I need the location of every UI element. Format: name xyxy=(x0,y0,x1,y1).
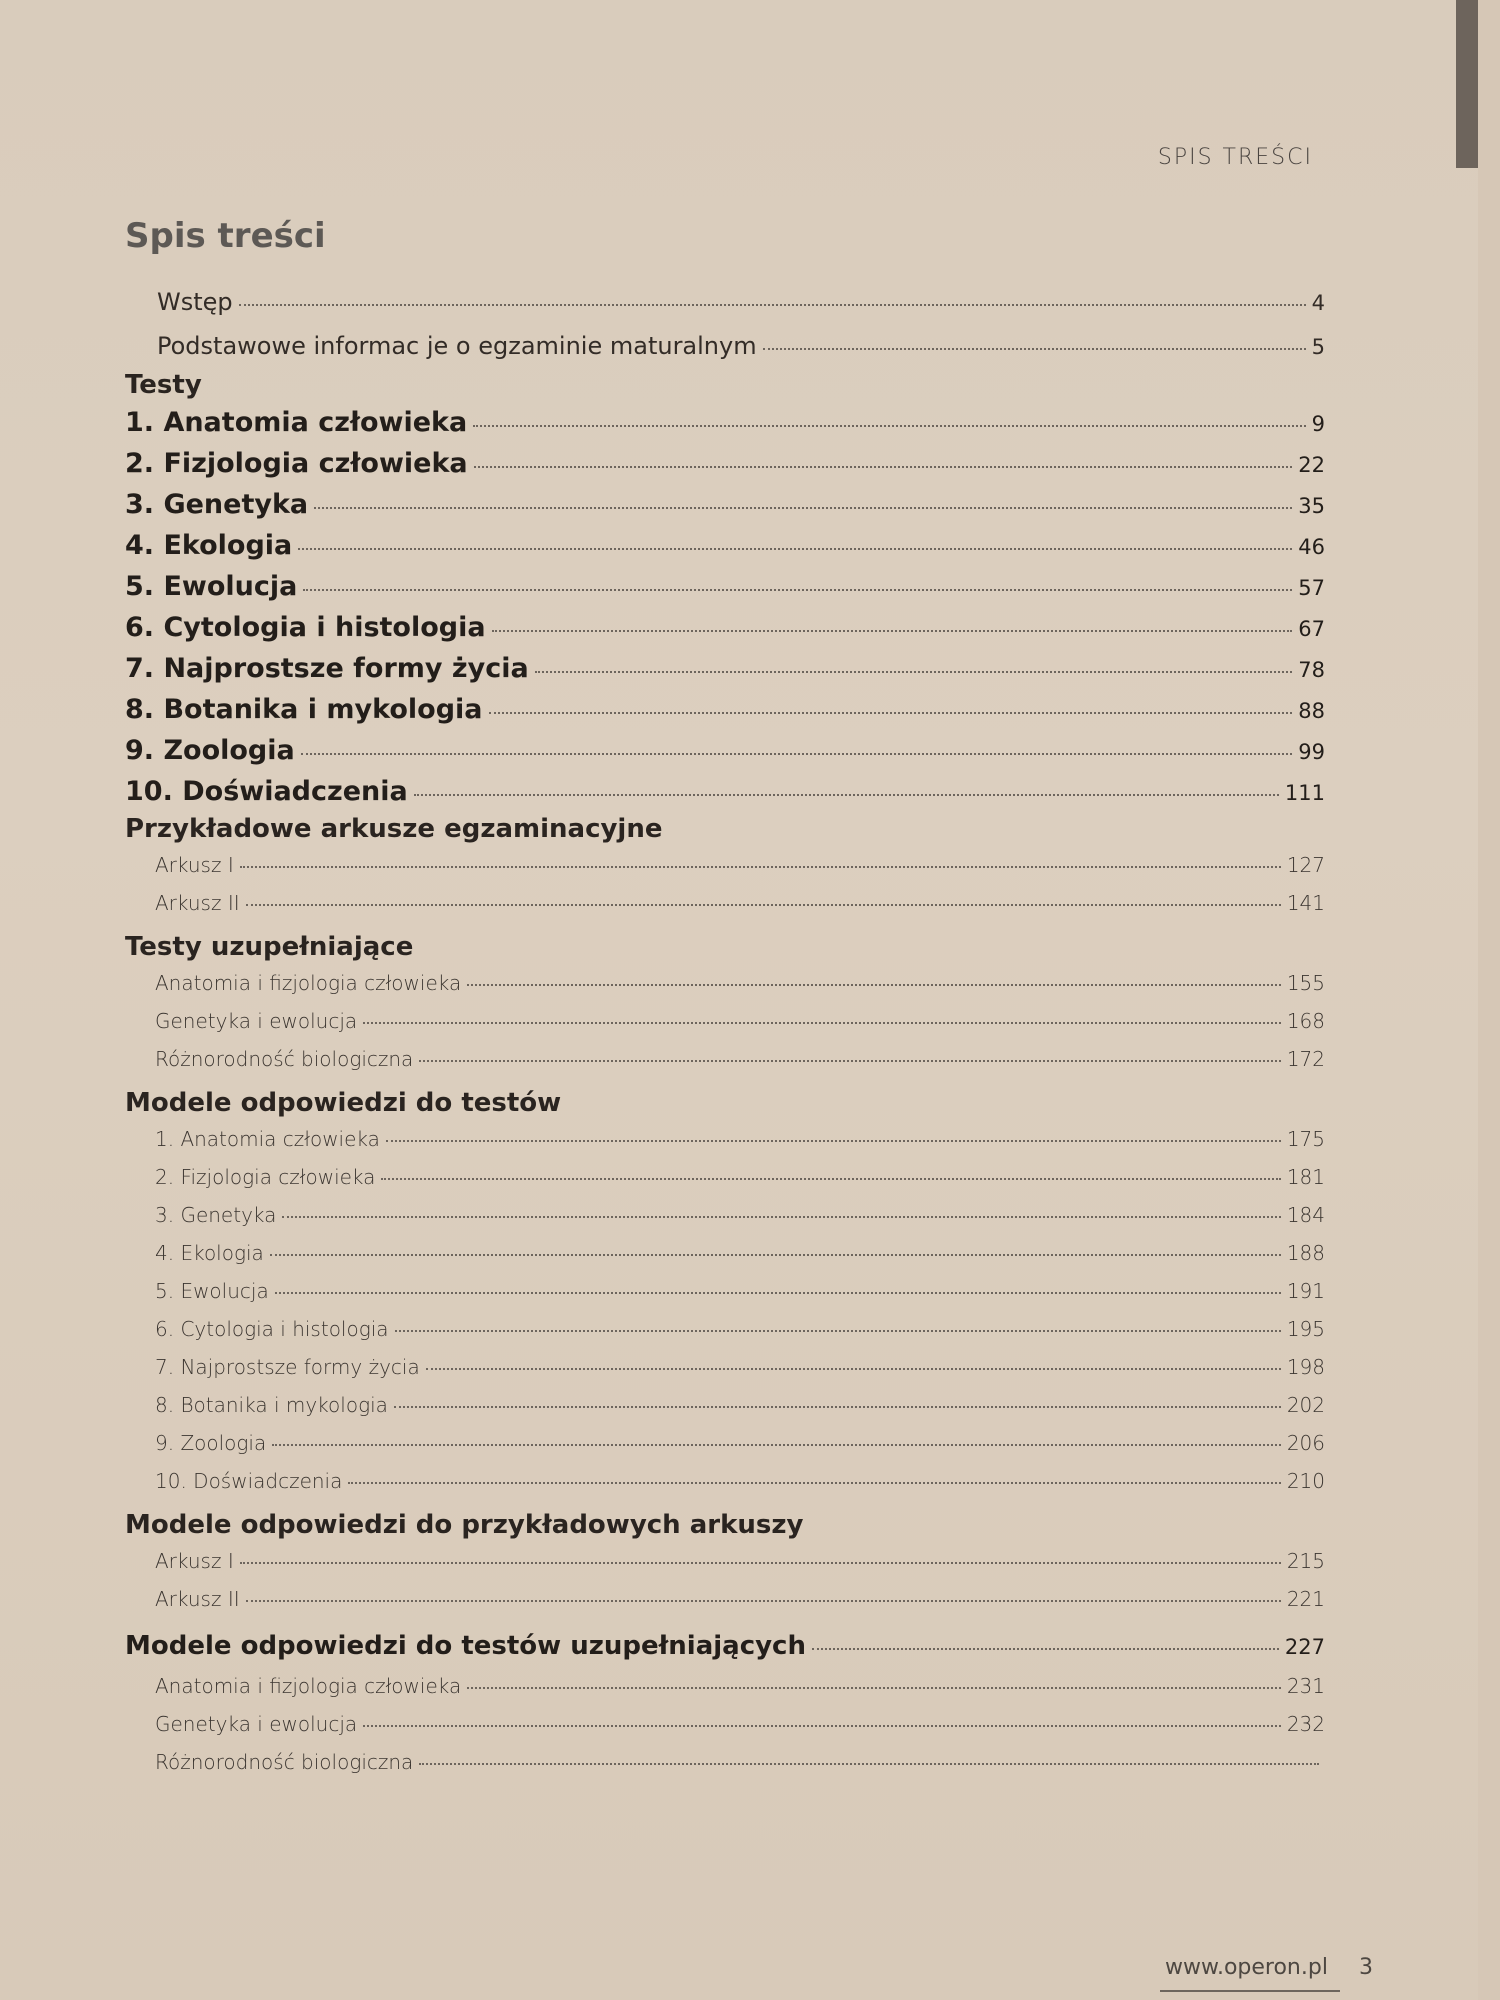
dot-leader xyxy=(763,348,1306,350)
toc-entry[interactable] xyxy=(125,1120,1325,1158)
toc-entry-label: Anatomia i fizjologia człowieka xyxy=(155,1674,462,1698)
toc-entry-label: 3. Genetyka xyxy=(155,1203,277,1227)
toc-entry[interactable] xyxy=(125,1158,1325,1196)
dot-leader xyxy=(414,794,1279,796)
dot-leader xyxy=(395,1330,1281,1332)
toc-entry-page: 210 xyxy=(1286,1469,1325,1493)
toc-entry-page: 99 xyxy=(1298,740,1325,764)
toc-entry-label: 9. Zoologia xyxy=(125,735,295,766)
page-footer xyxy=(1165,1955,1373,1980)
dot-leader xyxy=(303,589,1292,591)
page-tab-marker xyxy=(1456,0,1478,168)
table-of-contents xyxy=(125,280,1325,1781)
toc-entry[interactable] xyxy=(125,1348,1325,1386)
toc-entry-page: 232 xyxy=(1286,1712,1325,1736)
toc-entry-label: Różnorodność biologiczna xyxy=(155,1047,414,1071)
toc-entry-label: Arkusz II xyxy=(155,891,240,915)
section-heading-arkusze: Przykładowe arkusze egzaminacyjne xyxy=(125,814,663,844)
toc-entry-label: Różnorodność biologiczna xyxy=(155,1750,414,1774)
dot-leader xyxy=(419,1060,1281,1062)
toc-entry[interactable] xyxy=(125,1234,1325,1272)
toc-entry-label: 1. Anatomia człowieka xyxy=(155,1127,380,1151)
toc-entry-label: Arkusz I xyxy=(155,853,234,877)
toc-entry[interactable] xyxy=(125,1667,1325,1705)
toc-entry-page: 111 xyxy=(1284,781,1325,805)
toc-entry-page: 4 xyxy=(1311,291,1325,315)
spacer xyxy=(125,1078,1325,1086)
dot-leader xyxy=(489,712,1293,714)
toc-entry-label: Arkusz I xyxy=(155,1549,234,1573)
dot-leader xyxy=(363,1725,1281,1727)
dot-leader xyxy=(246,1600,1281,1602)
dot-leader xyxy=(282,1216,1280,1218)
spacer xyxy=(125,922,1325,930)
toc-entry[interactable] xyxy=(125,771,1325,812)
toc-entry[interactable] xyxy=(125,566,1325,607)
toc-entry[interactable] xyxy=(125,1542,1325,1580)
toc-entry[interactable] xyxy=(125,402,1325,443)
toc-entry-label: 4. Ekologia xyxy=(155,1241,264,1265)
toc-entry-page: 191 xyxy=(1286,1279,1325,1303)
toc-entry-page: 67 xyxy=(1298,617,1325,641)
toc-entry[interactable] xyxy=(125,443,1325,484)
section-heading-testy: Testy xyxy=(125,370,202,400)
toc-entry-podstawowe-informacje[interactable] xyxy=(125,324,1325,368)
toc-entry[interactable] xyxy=(125,964,1325,1002)
footer-rule xyxy=(1160,1990,1340,1992)
running-head: SPIS TREŚCI xyxy=(1157,145,1313,170)
toc-entry-label: 5. Ewolucja xyxy=(155,1279,269,1303)
toc-entry-page: 78 xyxy=(1298,658,1325,682)
toc-entry-label: 1. Anatomia człowieka xyxy=(125,407,468,438)
toc-entry-label: 2. Fizjologia człowieka xyxy=(155,1165,376,1189)
toc-entry[interactable] xyxy=(125,1743,1325,1781)
spacer xyxy=(125,1618,1325,1626)
toc-entry-page: 215 xyxy=(1286,1549,1325,1573)
toc-entry-label: 9. Zoologia xyxy=(155,1431,267,1455)
toc-entry[interactable] xyxy=(125,1196,1325,1234)
toc-entry-page: 88 xyxy=(1298,699,1325,723)
toc-entry-page: 188 xyxy=(1286,1241,1325,1265)
dot-leader xyxy=(492,630,1293,632)
toc-entry[interactable] xyxy=(125,1462,1325,1500)
dot-leader xyxy=(467,984,1281,986)
toc-entry-page: 172 xyxy=(1286,1047,1325,1071)
dot-leader xyxy=(426,1368,1281,1370)
toc-entry[interactable] xyxy=(125,1272,1325,1310)
toc-entry[interactable] xyxy=(125,1310,1325,1348)
dot-leader xyxy=(239,304,1306,306)
toc-entry-page: 231 xyxy=(1286,1674,1325,1698)
dot-leader xyxy=(535,671,1293,673)
toc-entry[interactable] xyxy=(125,1705,1325,1743)
toc-entry-page: 202 xyxy=(1286,1393,1325,1417)
section-heading-modele-arkusze: Modele odpowiedzi do przykładowych arkuszy xyxy=(125,1510,804,1540)
dot-leader xyxy=(272,1444,1281,1446)
dot-leader xyxy=(240,1562,1281,1564)
toc-entry-wstep[interactable] xyxy=(125,280,1325,324)
toc-entry[interactable] xyxy=(125,525,1325,566)
toc-entry-label: 3. Genetyka xyxy=(125,489,309,520)
toc-entry-label: Wstęp xyxy=(157,288,233,316)
toc-entry-label: 7. Najprostsze formy życia xyxy=(125,653,529,684)
page-number: 3 xyxy=(1358,1955,1373,1980)
toc-entry-page: 35 xyxy=(1298,494,1325,518)
toc-entry[interactable] xyxy=(125,730,1325,771)
dot-leader xyxy=(298,548,1292,550)
dot-leader xyxy=(275,1292,1281,1294)
toc-entry-page: 184 xyxy=(1286,1203,1325,1227)
dot-leader xyxy=(473,425,1305,427)
toc-entry[interactable] xyxy=(125,484,1325,525)
toc-entry-page: 221 xyxy=(1286,1587,1325,1611)
toc-entry[interactable] xyxy=(125,1424,1325,1462)
toc-entry-page: 141 xyxy=(1286,891,1325,915)
toc-entry-page: 9 xyxy=(1311,412,1325,436)
toc-entry-page: 181 xyxy=(1286,1165,1325,1189)
toc-entry-page: 127 xyxy=(1286,853,1325,877)
spacer xyxy=(125,1500,1325,1508)
toc-entry-label: 6. Cytologia i histologia xyxy=(125,612,486,643)
section-heading-testy-uzupelniajace: Testy uzupełniające xyxy=(125,932,414,962)
toc-entry-label: 8. Botanika i mykologia xyxy=(125,694,483,725)
dot-leader xyxy=(363,1022,1281,1024)
toc-entry[interactable] xyxy=(125,1580,1325,1618)
toc-entry-page: 195 xyxy=(1286,1317,1325,1341)
toc-entry[interactable] xyxy=(125,1040,1325,1078)
toc-entry-page: 175 xyxy=(1286,1127,1325,1151)
section-heading-label: Modele odpowiedzi do testów uzupełniających xyxy=(125,1631,806,1661)
toc-entry[interactable] xyxy=(125,648,1325,689)
toc-entry-label: Anatomia i fizjologia człowieka xyxy=(155,971,462,995)
toc-entry-label: 8. Botanika i mykologia xyxy=(155,1393,388,1417)
dot-leader xyxy=(394,1406,1281,1408)
toc-entry-page: 155 xyxy=(1286,971,1325,995)
toc-entry-label: Arkusz II xyxy=(155,1587,240,1611)
dot-leader xyxy=(381,1178,1280,1180)
toc-entry-label: 6. Cytologia i histologia xyxy=(155,1317,389,1341)
toc-entry-label: 2. Fizjologia człowieka xyxy=(125,448,468,479)
toc-entry-page: 227 xyxy=(1284,1635,1325,1659)
toc-entry-page: 57 xyxy=(1298,576,1325,600)
section-heading-modele-uzupelniajace[interactable] xyxy=(125,1626,1325,1667)
dot-leader xyxy=(467,1687,1281,1689)
dot-leader xyxy=(314,507,1292,509)
toc-entry-label: 5. Ewolucja xyxy=(125,571,298,602)
toc-entry[interactable] xyxy=(125,884,1325,922)
section-heading-modele-testy: Modele odpowiedzi do testów xyxy=(125,1088,562,1118)
toc-entry-label: 4. Ekologia xyxy=(125,530,293,561)
toc-entry-label: Genetyka i ewolucja xyxy=(155,1712,358,1736)
page-title: Spis treści xyxy=(125,216,326,256)
dot-leader xyxy=(246,904,1281,906)
toc-entry-page: 198 xyxy=(1286,1355,1325,1379)
toc-entry-label: Podstawowe informac je o egzaminie maturalnym xyxy=(157,332,757,360)
dot-leader xyxy=(301,753,1293,755)
dot-leader xyxy=(240,866,1281,868)
toc-entry-label: 10. Doświadczenia xyxy=(125,776,408,807)
dot-leader xyxy=(270,1254,1281,1256)
toc-entry-page: 206 xyxy=(1286,1431,1325,1455)
toc-entry[interactable] xyxy=(125,607,1325,648)
toc-entry-label: Genetyka i ewolucja xyxy=(155,1009,358,1033)
toc-entry-label: 7. Najprostsze formy życia xyxy=(155,1355,420,1379)
toc-entry[interactable] xyxy=(125,1002,1325,1040)
toc-entry[interactable] xyxy=(125,1386,1325,1424)
toc-entry-page: 22 xyxy=(1298,453,1325,477)
publisher-site: www.operon.pl xyxy=(1165,1955,1328,1980)
toc-entry-page: 5 xyxy=(1311,335,1325,359)
dot-leader xyxy=(812,1648,1279,1650)
dot-leader xyxy=(348,1482,1280,1484)
toc-entry-page: 168 xyxy=(1286,1009,1325,1033)
dot-leader xyxy=(474,466,1293,468)
toc-entry[interactable] xyxy=(125,689,1325,730)
dot-leader xyxy=(386,1140,1281,1142)
dot-leader xyxy=(419,1763,1319,1765)
toc-entry-page: 46 xyxy=(1298,535,1325,559)
toc-entry-label: 10. Doświadczenia xyxy=(155,1469,343,1493)
toc-entry[interactable] xyxy=(125,846,1325,884)
